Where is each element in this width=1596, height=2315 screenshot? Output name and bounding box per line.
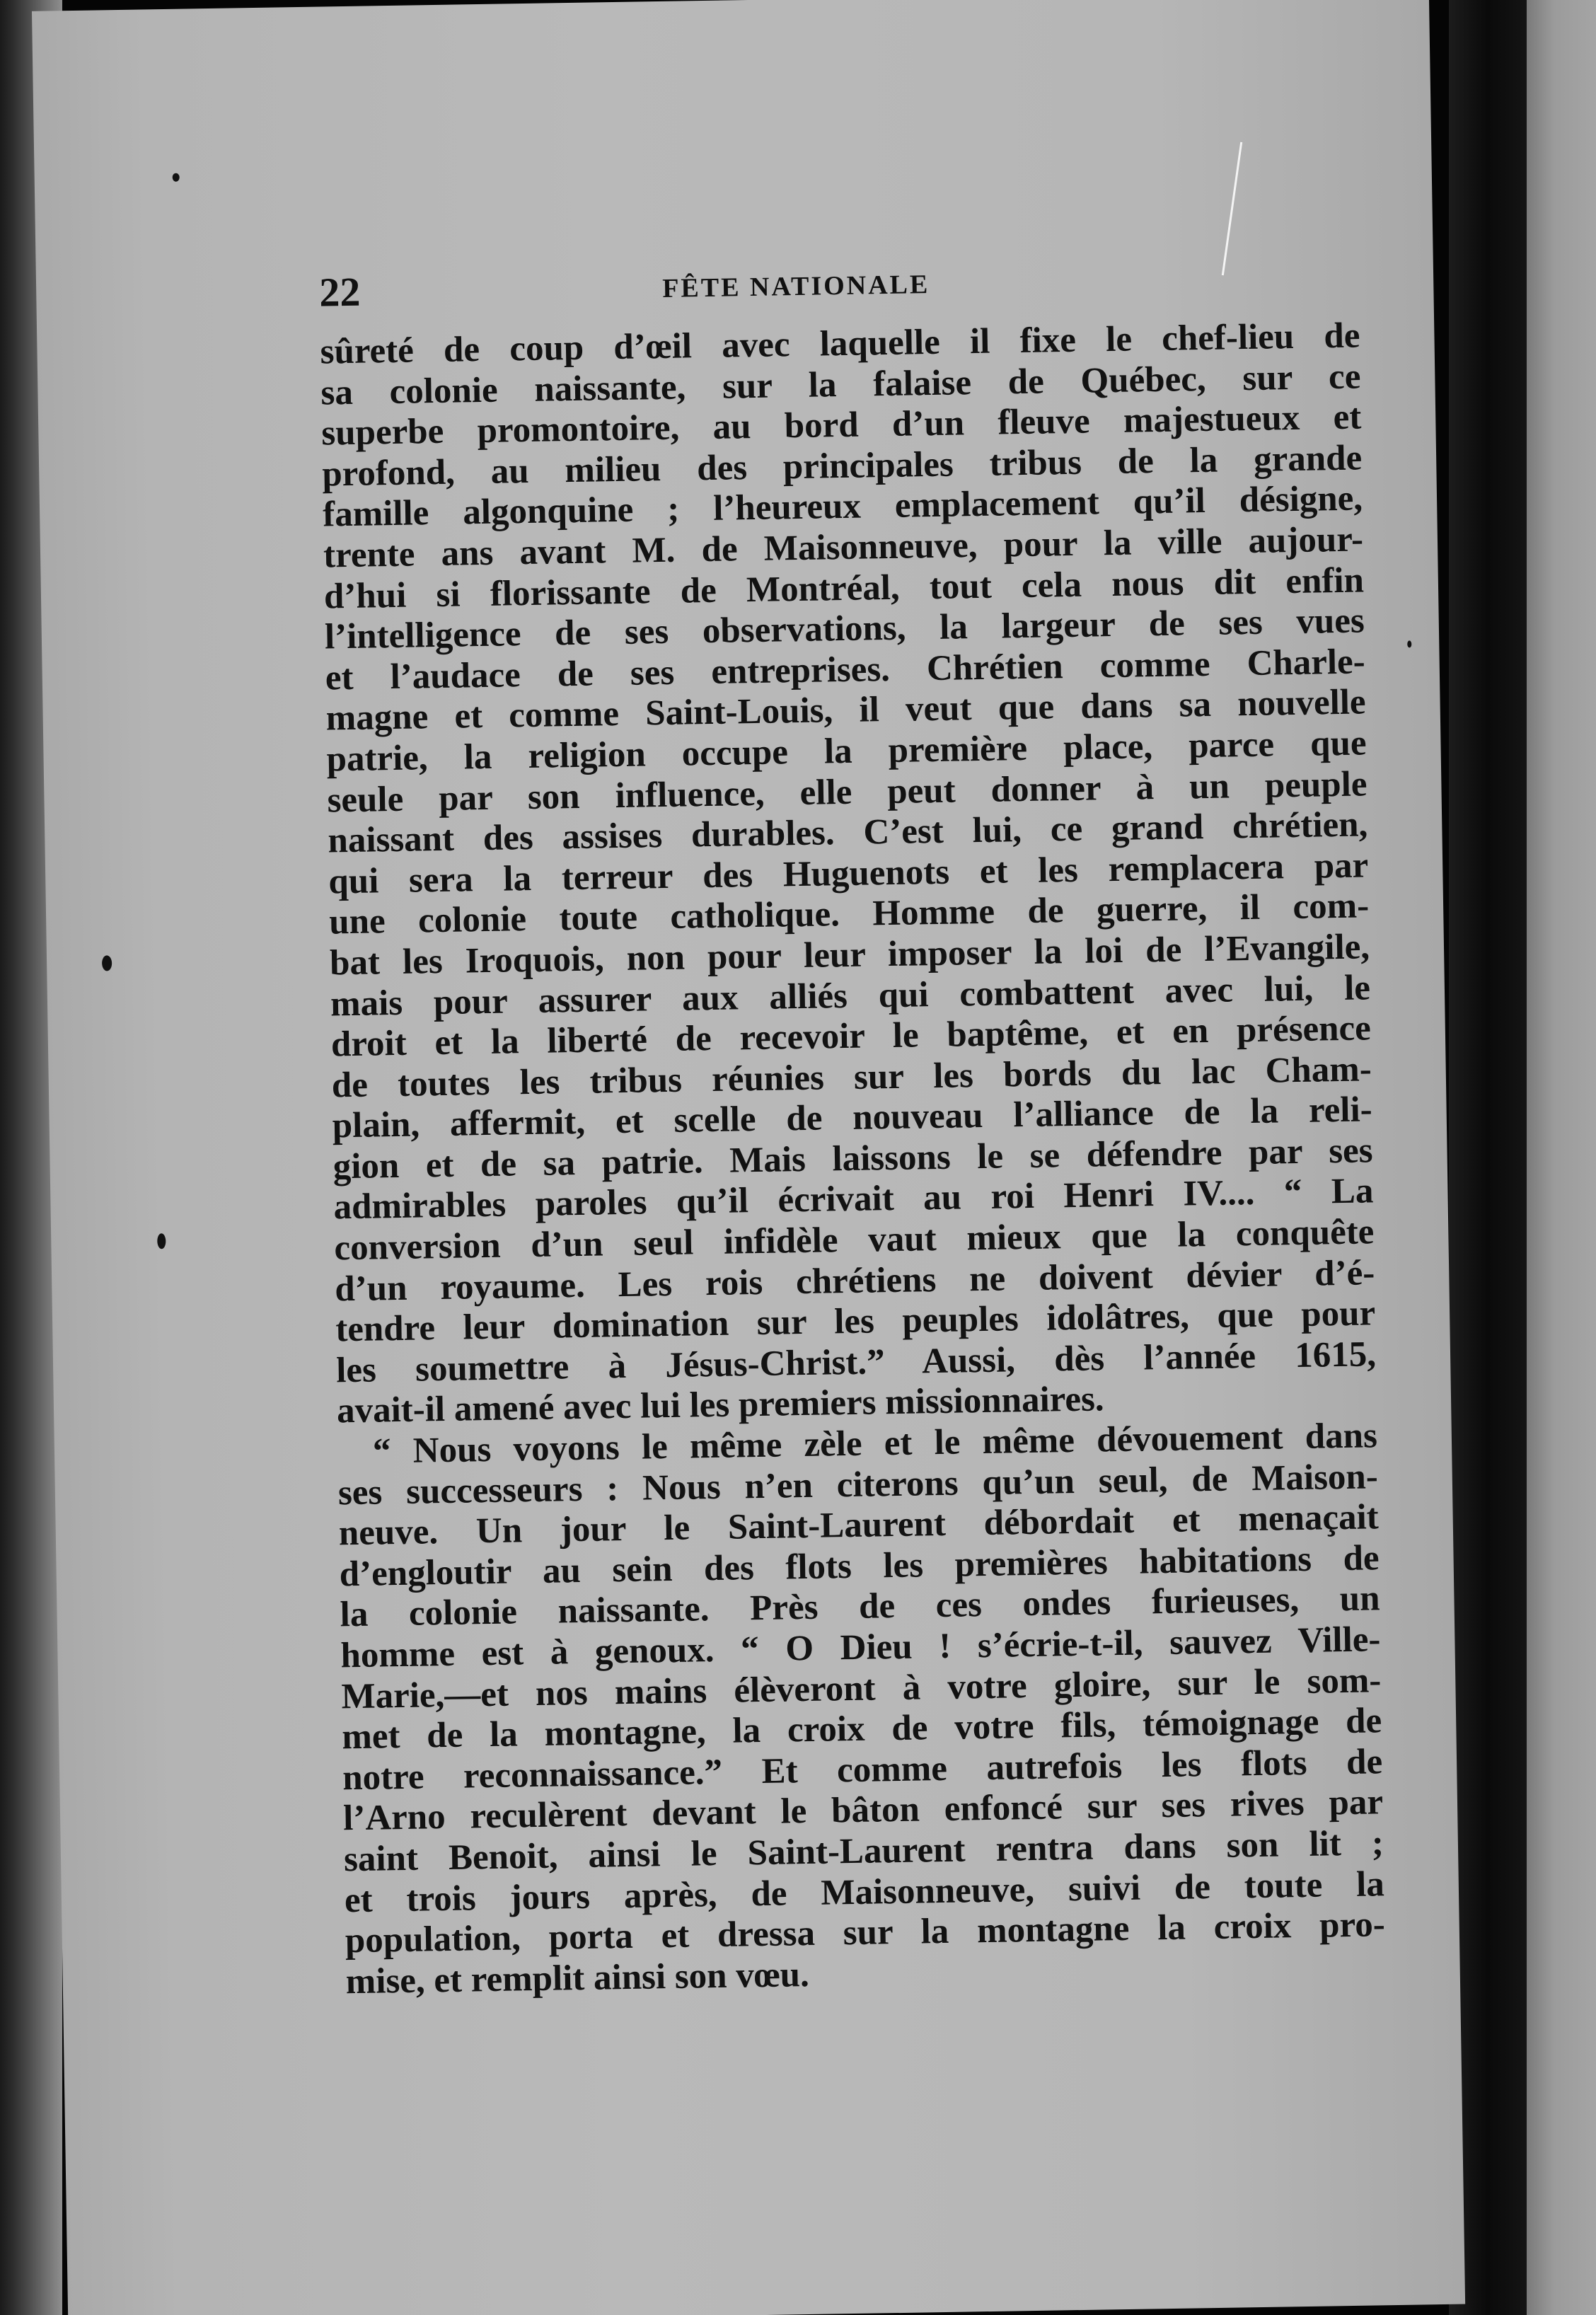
text-line: d’un royaume. Les rois chrétiens ne doivent dévier d’é-	[334, 1252, 1375, 1310]
text-line: d’hui si florissante de Montréal, tout cela nous dit enfin	[323, 560, 1365, 617]
text-line: bat les Iroquois, non pour leur imposer la loi de l’Evangile,	[329, 927, 1370, 983]
page-number: 22	[318, 268, 361, 316]
text-line: trente ans avant M. de Maisonneuve, pour la ville aujour-	[323, 519, 1364, 576]
page-gutter-shadow	[1449, 0, 1527, 2315]
text-line: population, porta et dressa sur la montagne la croix pro-	[345, 1905, 1386, 1961]
text-line: une colonie toute catholique. Homme de guerre, il com-	[328, 886, 1370, 942]
page-header	[277, 251, 1409, 325]
text-line: mise, et remplit ainsi son vœu.	[345, 1954, 810, 2002]
text-line: mais pour assurer aux alliés qui combattent avec lui, le	[330, 967, 1371, 1024]
text-line: qui sera la terreur des Huguenots et les remplacera par	[328, 845, 1369, 902]
text-line: gion et de sa patrie. Mais laissons le se défendre par ses	[332, 1131, 1373, 1187]
text-line: met de la montagne, la croix de votre fils, témoignage de	[341, 1701, 1382, 1757]
body-text	[320, 316, 1386, 2002]
text-line: sûreté de coup d’œil avec laquelle il fixe le chef-lieu de	[320, 316, 1360, 372]
text-line: saint Benoit, ainsi le Saint-Laurent rentra dans son lit ;	[343, 1823, 1384, 1880]
text-line: avait-il amené avec lui les premiers missionnaires.	[336, 1379, 1105, 1431]
text-line: seule par son influence, elle peut donner à un peuple	[327, 763, 1367, 821]
text-line: ses successeurs : Nous n’en citerons qu’un seul, de Maison-	[337, 1456, 1379, 1513]
text-line: de toutes les tribus réunies sur les bords du lac Cham-	[331, 1049, 1372, 1106]
running-head: FÊTE NATIONALE	[661, 270, 930, 304]
text-line: tendre leur domination sur les peuples idolâtres, que pour	[335, 1293, 1376, 1350]
text-line: et trois jours après, de Maisonneuve, suivi de toute la	[344, 1864, 1385, 1920]
text-line: superbe promontoire, au bord d’un fleuve majestueux et	[320, 397, 1362, 454]
text-line: admirables paroles qu’il écrivait au roi Henri IV.... “ La	[333, 1171, 1374, 1228]
ink-speck	[157, 1233, 166, 1249]
text-line: plain, affermit, et scelle de nouveau l’alliance de la reli-	[332, 1090, 1373, 1146]
text-line: magne et comme Saint-Louis, il veut que dans sa nouvelle	[325, 682, 1367, 739]
facing-page-edge	[1527, 0, 1596, 2315]
text-line: et l’audace de ses entreprises. Chrétien comme Charle-	[325, 642, 1366, 698]
ink-speck	[1407, 640, 1411, 647]
text-line: d’engloutir au sein des flots les premières habitations de	[339, 1538, 1380, 1595]
text-line: la colonie naissante. Près de ces ondes furieuses, un	[340, 1578, 1380, 1635]
text-line: homme est à genoux. “ O Dieu ! s’écrie-t-il, sauvez Ville-	[340, 1620, 1381, 1676]
text-line: sa colonie naissante, sur la falaise de Québec, sur ce	[320, 357, 1361, 413]
ink-speck	[173, 173, 180, 182]
ink-speck	[102, 955, 112, 971]
text-line: les soumettre à Jésus-Christ.” Aussi, dès l’année 1615,	[335, 1334, 1377, 1391]
text-line: droit et la liberté de recevoir le baptême, et en présence	[330, 1008, 1372, 1065]
text-line: notre reconnaissance.” Et comme autrefois les flots de	[342, 1742, 1383, 1799]
text-line: l’Arno reculèrent devant le bâton enfoncé sur ses rives par	[342, 1782, 1384, 1839]
text-line: “ Nous voyons le même zèle et le même dévouement dans	[372, 1416, 1378, 1472]
text-line: neuve. Un jour le Saint-Laurent débordait et menaçait	[338, 1497, 1380, 1554]
text-line: conversion d’un seul infidèle vaut mieux que la conquête	[334, 1212, 1375, 1269]
text-line: Marie,—et nos mains élèveront à votre gloire, sur le som-	[341, 1660, 1382, 1716]
text-line: famille algonquine ; l’heureux emplacement qu’il désigne,	[322, 478, 1363, 535]
book-page	[32, 0, 1465, 2315]
text-line: l’intelligence de ses observations, la largeur de ses vues	[324, 601, 1365, 657]
text-line: naissant des assises durables. C’est lui, ce grand chrétien,	[328, 804, 1368, 861]
text-line: patrie, la religion occupe la première place, parce que	[326, 723, 1367, 780]
text-line: profond, au milieu des principales tribus de la grande	[321, 438, 1363, 495]
